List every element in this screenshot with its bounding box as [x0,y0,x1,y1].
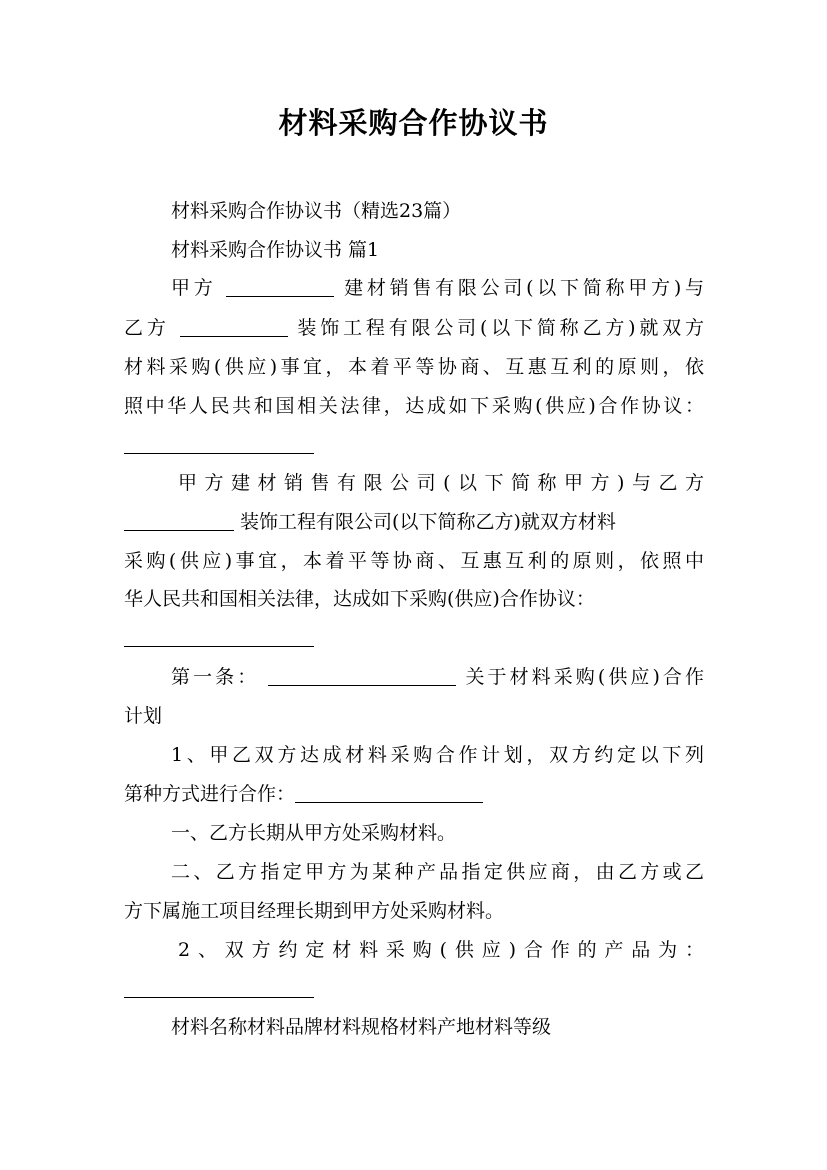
party-a-text: 建材销售有限公司(以下简称甲方)与 [344,277,704,299]
blank-line [226,277,334,297]
party-b-label: 乙方 [124,317,170,339]
blank-rule [124,453,314,454]
blank-line [295,783,483,803]
party-a-label: 甲方 [171,277,217,299]
paragraph-line [124,507,704,537]
paragraph-line: 计划 [124,705,163,727]
party-b-text: 装饰工程有限公司(以下简称乙方)就双方 [297,317,704,339]
paragraph-text: 装饰工程有限公司(以下简称乙方)就双方材料 [240,511,616,533]
paragraph-line [171,273,704,303]
blank-line [124,511,234,531]
paragraph-line: 方下属施工项目经理长期到甲方处采购材料。 [124,900,505,922]
paragraph-line: 材料采购(供应)事宜，本着平等协商、互惠互利的原则，依 [124,356,704,378]
paragraph-line: 材料名称材料品牌材料规格材料产地材料等级 [171,1016,552,1038]
blank-rule [124,997,314,998]
article-one-text: 关于材料采购(供应)合作 [465,666,704,688]
blank-rule [124,646,314,647]
blank-line [180,317,288,337]
paragraph-line: 二、乙方指定甲方为某种产品指定供应商，由乙方或乙 [171,861,704,883]
paragraph-line [124,313,704,343]
document-title: 材料采购合作协议书 [278,106,549,140]
paragraph-line: 采购(供应)事宜，本着平等协商、互惠互利的原则，依照中 [124,550,704,572]
paragraph-line: 1、甲乙双方达成材料采购合作计划，双方约定以下列 [171,744,704,766]
blank-line [268,666,456,686]
paragraph-line [124,779,704,809]
article-line [171,662,704,692]
paragraph-line: 2、双方约定材料采购(供应)合作的产品为： [178,939,704,961]
paragraph-line: 照中华人民共和国相关法律，达成如下采购(供应)合作协议： [124,395,704,417]
section-heading: 材料采购合作协议书 篇1 [171,239,380,261]
paragraph-line: 甲方建材销售有限公司(以下简称甲方)与乙方 [178,472,704,494]
paragraph-line: 华人民共和国相关法律，达成如下采购(供应)合作协议： [124,588,595,610]
article-one-label: 第一条： [171,666,260,688]
subtitle-line: 材料采购合作协议书（精选23篇） [171,200,462,222]
paragraph-line: 一、乙方长期从甲方处采购材料。 [171,822,457,844]
paragraph-text: 第种方式进行合作： [124,783,296,805]
